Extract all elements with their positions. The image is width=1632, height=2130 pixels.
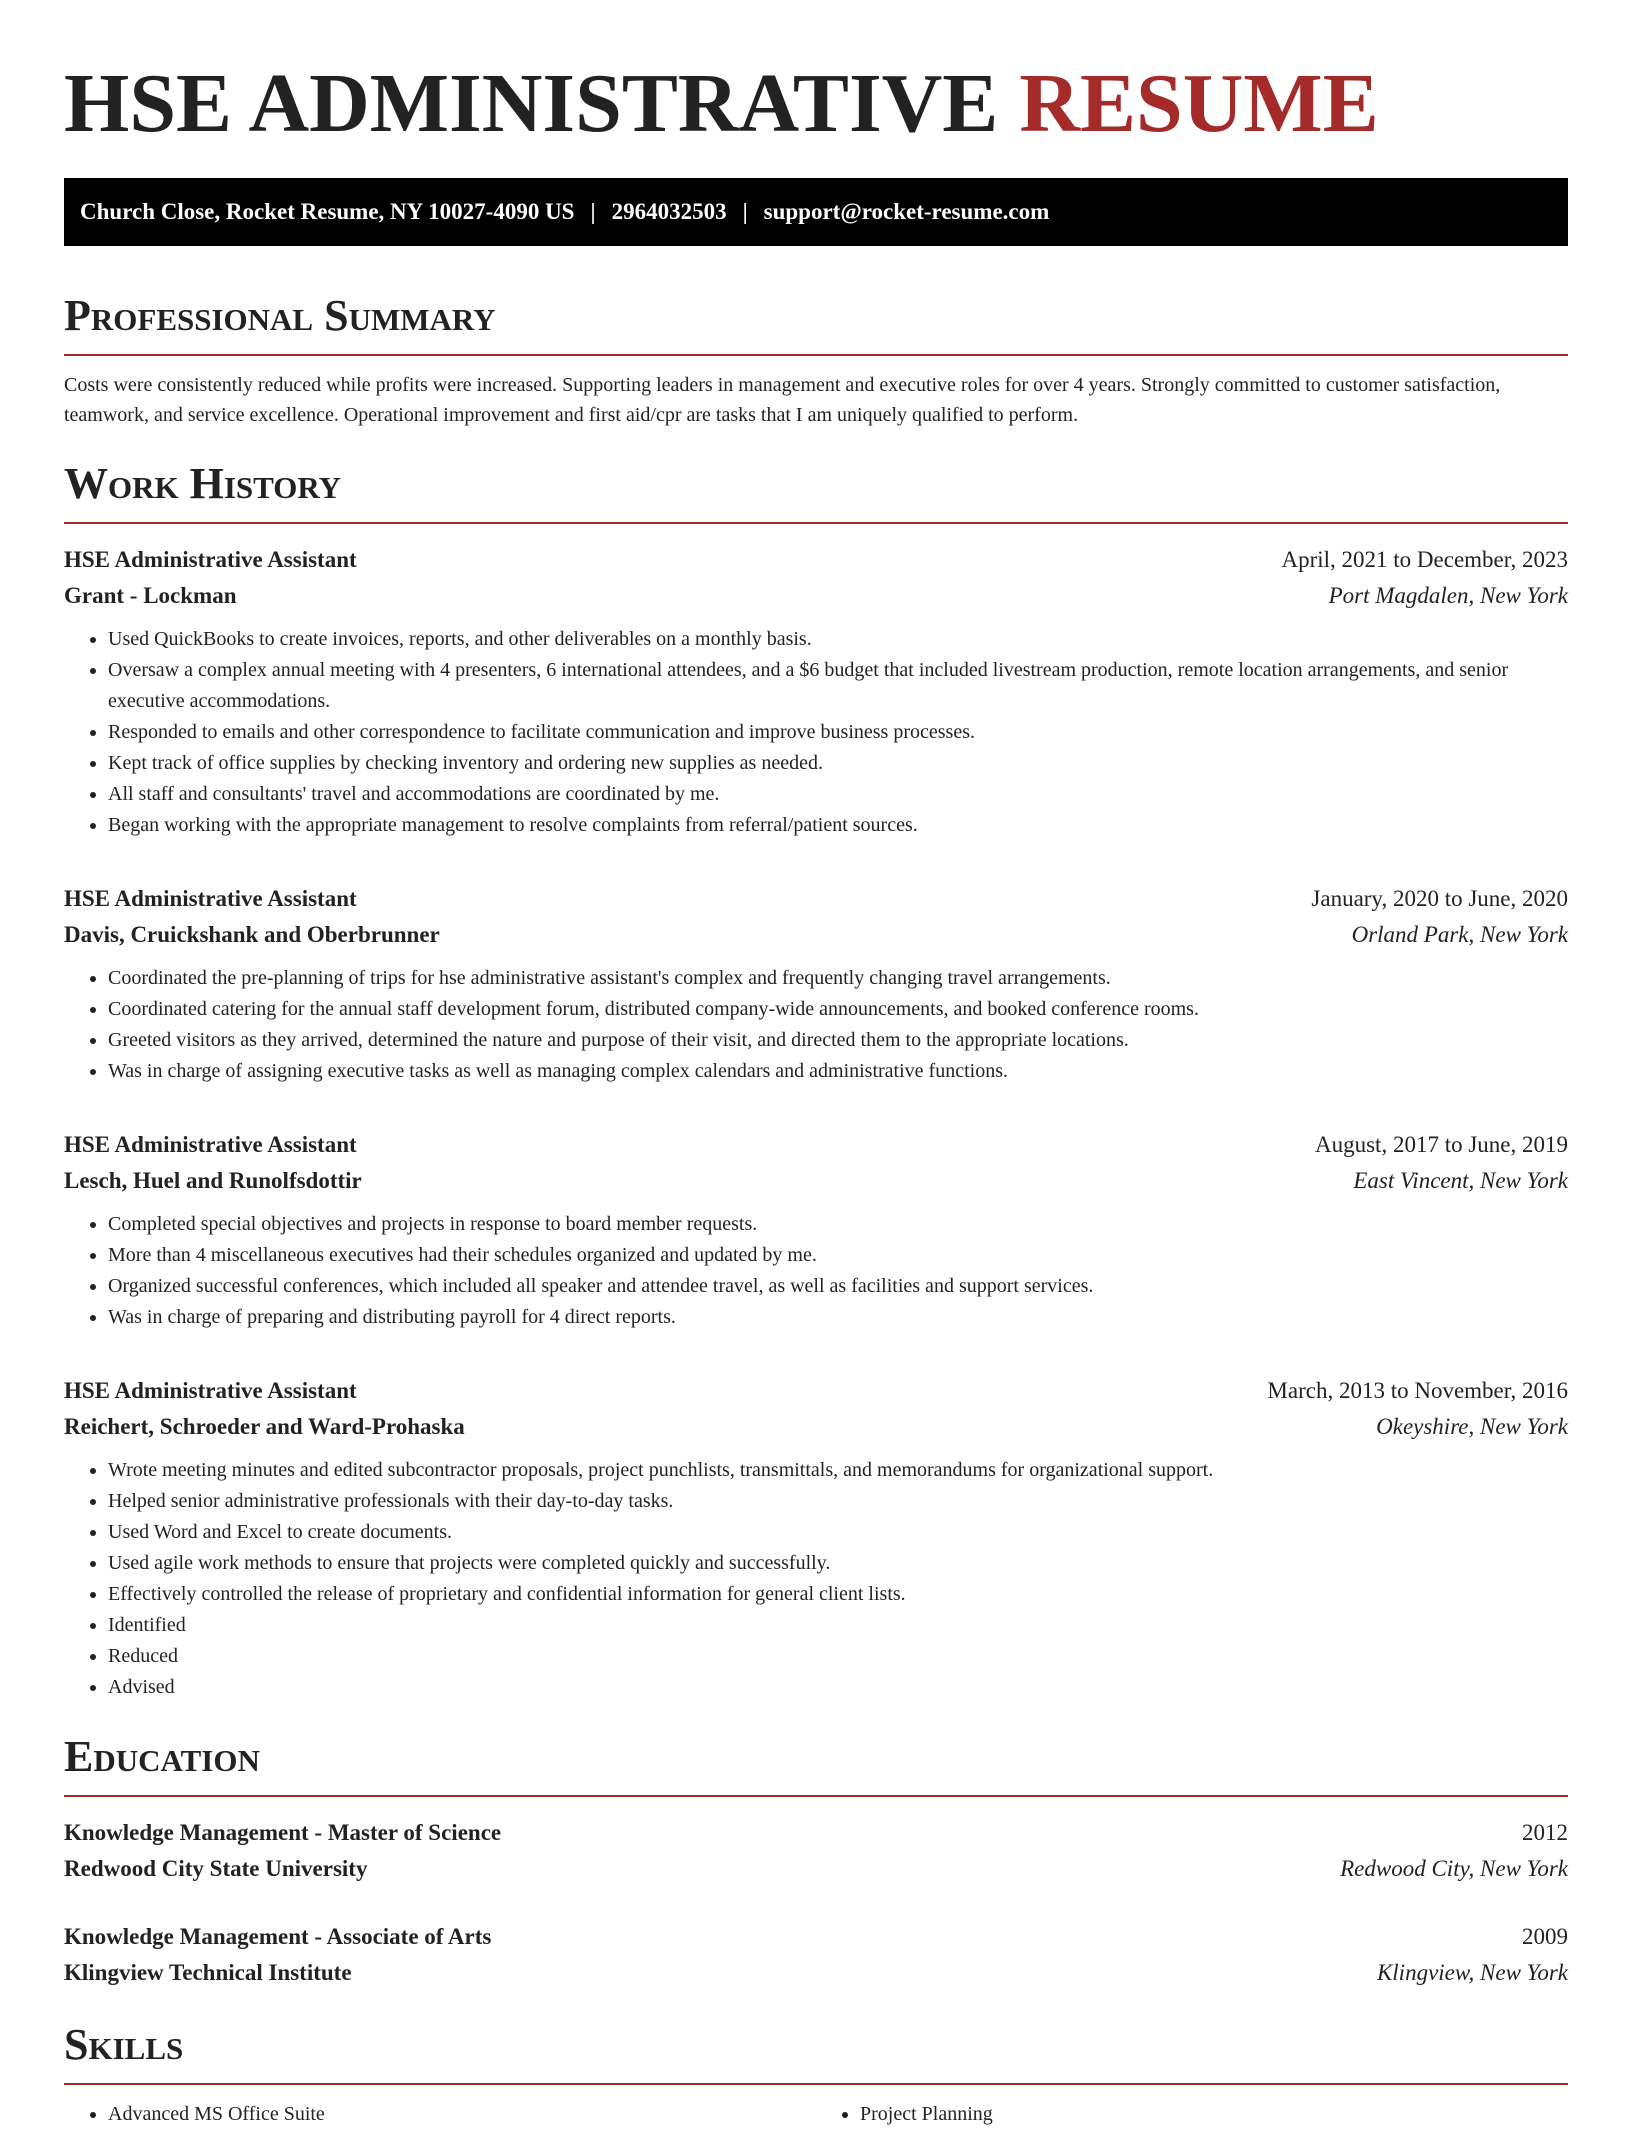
list-item: • Was in charge of assigning executive tasks as well as managing complex calendars and administrative functions. <box>108 1056 1568 1087</box>
job-dates: March, 2013 to November, 2016 <box>1267 1378 1568 1403</box>
job-title-row <box>64 542 1568 578</box>
skill-item: • Project Planning <box>860 2099 1568 2130</box>
summary-text: Costs were consistently reduced while profits were increased. Supporting leaders in management and executive roles for over 4 years. Strongly committed to customer satisfaction, teamwork, and service excellence. Operational improvement and first aid/cpr are tasks that I am uniquely qualified to perform. <box>64 374 1501 426</box>
title-accent: RESUME <box>1019 57 1379 150</box>
skills-grid <box>64 2099 1568 2130</box>
job-dates: August, 2017 to June, 2019 <box>1315 1132 1568 1157</box>
list-item: • More than 4 miscellaneous executives had their schedules organized and updated by me. <box>108 1240 1568 1271</box>
job-company-row <box>64 917 1568 953</box>
list-item: • Responded to emails and other correspondence to facilitate communication and improve business processes. <box>108 717 1568 748</box>
job-title-row <box>64 1373 1568 1409</box>
job-title: HSE Administrative Assistant <box>64 1132 357 1157</box>
education-heading: Education <box>64 1735 1568 1797</box>
work-history-heading: Work History <box>64 462 1568 524</box>
skill-item: • Advanced MS Office Suite <box>108 2099 816 2130</box>
skills-list-right <box>816 2099 1568 2130</box>
job-company-row <box>64 1163 1568 1199</box>
list-item: • Was in charge of preparing and distributing payroll for 4 direct reports. <box>108 1302 1568 1333</box>
list-item: • Identified <box>108 1610 1568 1641</box>
list-item: • Reduced <box>108 1641 1568 1672</box>
job-company: Lesch, Huel and Runolfsdottir <box>64 1168 362 1193</box>
education-school: Redwood City State University <box>64 1856 368 1881</box>
job-title-row <box>64 881 1568 917</box>
job-company-row <box>64 578 1568 614</box>
job-dates: January, 2020 to June, 2020 <box>1311 886 1568 911</box>
list-item: • Began working with the appropriate management to resolve complaints from referral/patient sources. <box>108 810 1568 841</box>
contact-email: support@rocket-resume.com <box>763 199 1050 224</box>
education-school: Klingview Technical Institute <box>64 1960 352 1985</box>
contact-separator: | <box>590 199 596 224</box>
job-location: Port Magdalen, New York <box>1328 583 1568 608</box>
education-degree: Knowledge Management - Associate of Arts <box>64 1924 492 1949</box>
education-school-row <box>64 1955 1568 1991</box>
resume-title <box>64 57 1568 150</box>
skills-list-left <box>64 2099 816 2130</box>
job-location: East Vincent, New York <box>1353 1168 1568 1193</box>
education-school-row <box>64 1851 1568 1887</box>
job-title: HSE Administrative Assistant <box>64 886 357 911</box>
list-item: • Effectively controlled the release of proprietary and confidential information for general client lists. <box>108 1579 1568 1610</box>
education-degree-row <box>64 1815 1568 1851</box>
job-entry <box>64 881 1568 1087</box>
job-company-row <box>64 1409 1568 1445</box>
list-item: • Used Word and Excel to create documents. <box>108 1517 1568 1548</box>
list-item: • Greeted visitors as they arrived, determined the nature and purpose of their visit, and directed them to the appropriate locations. <box>108 1025 1568 1056</box>
list-item: • All staff and consultants' travel and accommodations are coordinated by me. <box>108 779 1568 810</box>
education-year: 2012 <box>1522 1820 1568 1845</box>
skills-heading: Skills <box>64 2023 1568 2085</box>
list-item: • Used agile work methods to ensure that projects were completed quickly and successfully. <box>108 1548 1568 1579</box>
job-bullets <box>64 624 1568 841</box>
job-company: Reichert, Schroeder and Ward-Prohaska <box>64 1414 465 1439</box>
contact-separator: | <box>742 199 748 224</box>
education-year: 2009 <box>1522 1924 1568 1949</box>
contact-address: Church Close, Rocket Resume, NY 10027-4090 US <box>80 199 575 224</box>
education-entry <box>64 1815 1568 1887</box>
list-item: • Kept track of office supplies by checking inventory and ordering new supplies as needed. <box>108 748 1568 779</box>
job-bullets <box>64 963 1568 1087</box>
work-history-section <box>64 459 1568 1703</box>
job-location: Okeyshire, New York <box>1376 1414 1568 1439</box>
job-title: HSE Administrative Assistant <box>64 547 357 572</box>
job-company: Davis, Cruickshank and Oberbrunner <box>64 922 440 947</box>
list-item: • Oversaw a complex annual meeting with 4 presenters, 6 international attendees, and a $6 budget that included livestream production, remote location arrangements, and senior executive accommodations. <box>108 655 1568 717</box>
list-item: • Used QuickBooks to create invoices, reports, and other deliverables on a monthly basis. <box>108 624 1568 655</box>
job-company: Grant - Lockman <box>64 583 237 608</box>
list-item: • Coordinated catering for the annual staff development forum, distributed company-wide announcements, and booked conference rooms. <box>108 994 1568 1025</box>
education-location: Redwood City, New York <box>1340 1856 1568 1881</box>
skills-section <box>64 2020 1568 2130</box>
job-title: HSE Administrative Assistant <box>64 1378 357 1403</box>
job-location: Orland Park, New York <box>1351 922 1568 947</box>
job-title-row <box>64 1127 1568 1163</box>
education-degree-row <box>64 1919 1568 1955</box>
list-item: • Helped senior administrative professionals with their day-to-day tasks. <box>108 1486 1568 1517</box>
title-main: HSE ADMINISTRATIVE <box>64 57 999 150</box>
list-item: • Wrote meeting minutes and edited subcontractor proposals, project punchlists, transmittals, and memorandums for organizational support. <box>108 1455 1568 1486</box>
job-bullets <box>64 1209 1568 1333</box>
job-entry <box>64 542 1568 841</box>
list-item: • Organized successful conferences, which included all speaker and attendee travel, as well as facilities and support services. <box>108 1271 1568 1302</box>
list-item: • Coordinated the pre-planning of trips for hse administrative assistant's complex and frequently changing travel arrangements. <box>108 963 1568 994</box>
job-entry <box>64 1127 1568 1333</box>
list-item: • Advised <box>108 1672 1568 1703</box>
job-entry <box>64 1373 1568 1703</box>
job-dates: April, 2021 to December, 2023 <box>1281 547 1568 572</box>
list-item: • Completed special objectives and projects in response to board member requests. <box>108 1209 1568 1240</box>
summary-heading: Professional Summary <box>64 294 1568 356</box>
job-bullets <box>64 1455 1568 1703</box>
summary-section <box>64 291 1568 430</box>
contact-phone: 2964032503 <box>611 199 727 224</box>
education-degree: Knowledge Management - Master of Science <box>64 1820 502 1845</box>
education-entry <box>64 1919 1568 1991</box>
education-location: Klingview, New York <box>1376 1960 1568 1985</box>
education-section <box>64 1732 1568 1991</box>
contact-bar <box>64 178 1568 246</box>
